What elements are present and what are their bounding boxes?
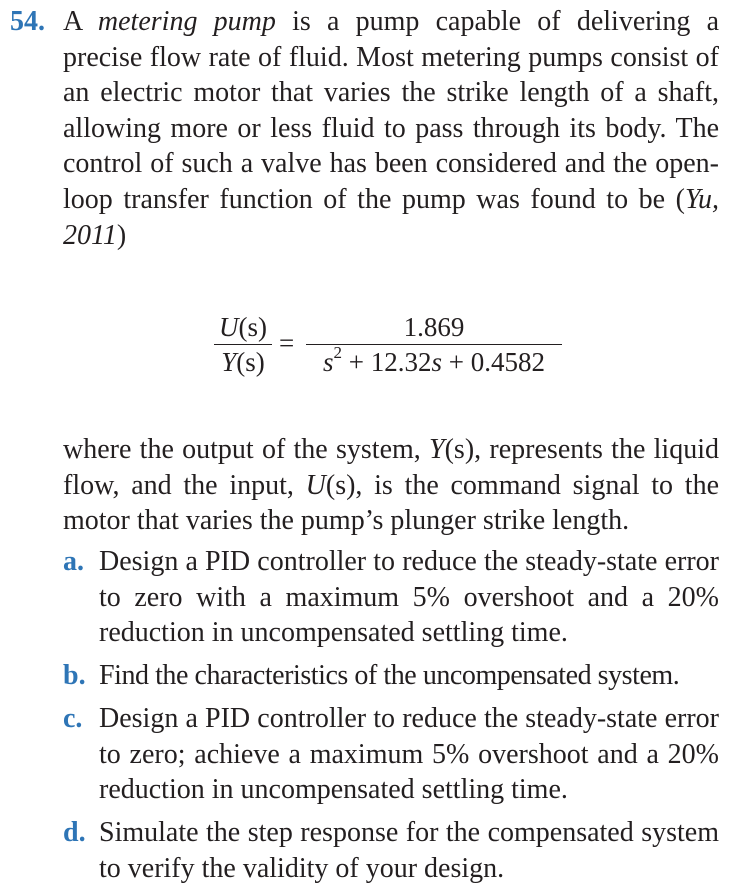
lhs-num-var: U — [219, 312, 239, 342]
lhs-fraction — [214, 310, 272, 379]
problem-description — [63, 432, 719, 539]
intro-close: ) — [116, 219, 127, 251]
lhs-numerator — [214, 310, 272, 344]
sub-question-text: Design a PID controller to reduce the steady-state error to zero; achieve a maximum 5% overshoot and a 20% reduction in uncompensated settling time. — [99, 703, 719, 806]
sub-question-d — [63, 815, 719, 886]
desc-part-1: where the output of the system, — [63, 434, 430, 465]
sub-question-b — [63, 658, 719, 694]
lhs-denominator — [214, 345, 272, 379]
desc-y-arg: (s) — [444, 434, 475, 465]
equals-sign: = — [279, 328, 295, 358]
rhs-den-exponent: 2 — [333, 343, 343, 362]
intro-lead: A — [63, 6, 82, 37]
rhs-den-s2: s — [431, 347, 443, 377]
intro-body: is a pump capable of delivering a precise flow rate of fluid. Most metering pumps consist of an electric motor that varies the strike length of a shaft, allowing more or less fluid to pass through its body. The control of such a valve has been considered and the open-loop transfer function of the pump was found to be ( — [63, 6, 719, 215]
rhs-fraction — [306, 310, 562, 379]
intro-citation: Yu, 2011 — [63, 183, 719, 251]
problem-intro — [63, 4, 719, 253]
sub-question-a — [63, 544, 719, 651]
rhs-den-end: + 0.4582 — [442, 347, 545, 377]
rhs-den-mid: + 12.32 — [342, 347, 432, 377]
rhs-numerator: 1.869 — [403, 312, 465, 342]
sub-question-text: Design a PID controller to reduce the steady-state error to zero with a maximum 5% overshoot and a 20% reduction in uncompensated settling time. — [99, 546, 719, 649]
desc-y-var: Y — [429, 434, 445, 465]
sub-question-letter: b. — [63, 660, 86, 691]
desc-u-var: U — [305, 469, 326, 501]
rhs-denominator — [306, 345, 562, 379]
desc-part-2: , represents the liquid flow, and the input, — [63, 434, 719, 501]
lhs-den-var: Y — [221, 347, 237, 377]
sub-question-text: Simulate the step response for the compensated system to verify the validity of your design. — [99, 817, 719, 884]
desc-u-arg: (s) — [325, 469, 356, 501]
lhs-num-arg: (s) — [238, 312, 267, 342]
desc-part-3: , is the command signal to the motor that varies the pump’s plunger strike length. — [63, 469, 719, 537]
problem-number: 54. — [10, 6, 45, 37]
rhs-den-s: s — [323, 347, 334, 377]
sub-question-text: Find the characteristics of the uncompensated system. — [99, 660, 680, 691]
sub-question-letter: a. — [63, 546, 84, 577]
sub-question-letter: c. — [63, 703, 83, 734]
transfer-function-equation — [212, 310, 572, 382]
sub-question-c — [63, 701, 719, 808]
intro-term: metering pump — [97, 6, 276, 37]
lhs-den-arg: (s) — [236, 347, 265, 377]
sub-question-letter: d. — [63, 817, 86, 848]
